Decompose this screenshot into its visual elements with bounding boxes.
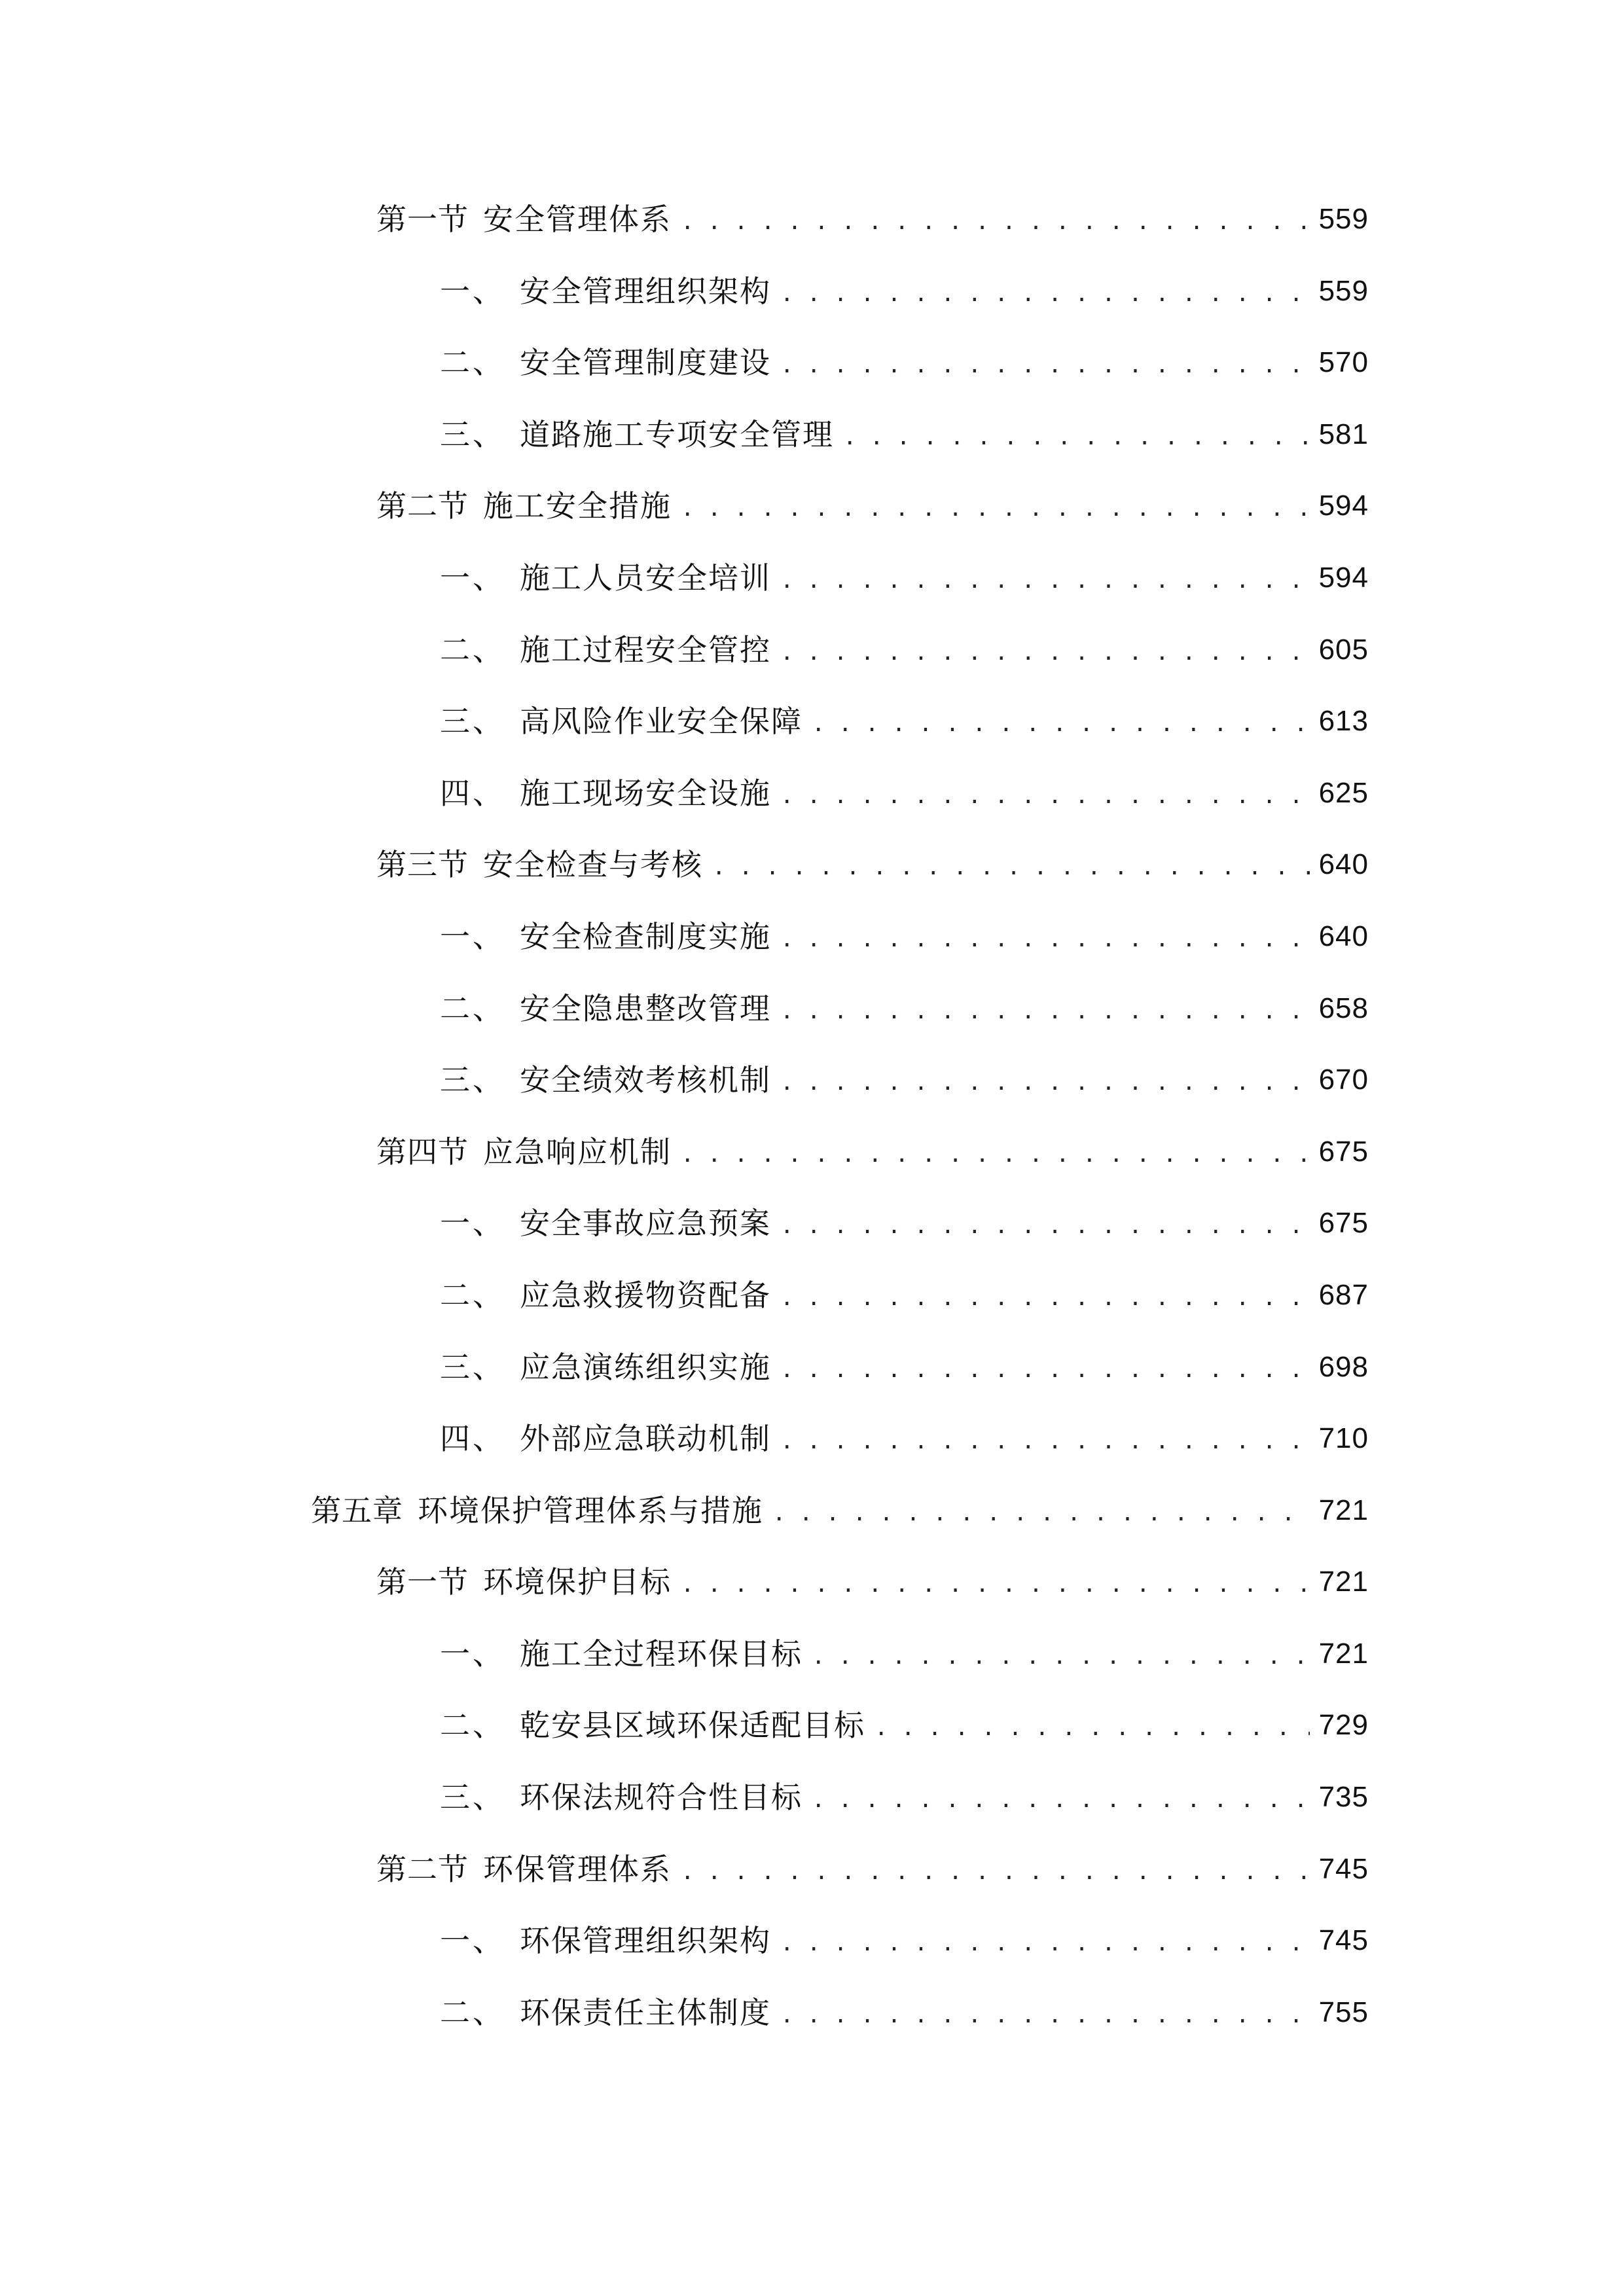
toc-dot-leader bbox=[772, 1502, 1310, 1524]
toc-entry-title: 安全检查制度实施 bbox=[520, 918, 771, 954]
toc-entry-item-11[interactable] bbox=[440, 907, 1369, 966]
toc-entry-title: 施工全过程环保目标 bbox=[520, 1636, 803, 1672]
toc-entry-section-5[interactable] bbox=[376, 476, 1369, 535]
toc-entry-number: 一、 bbox=[440, 1923, 505, 1959]
toc-entry-title: 高风险作业安全保障 bbox=[520, 704, 803, 740]
toc-entry-number: 一、 bbox=[440, 560, 505, 596]
toc-entry-item-8[interactable] bbox=[440, 692, 1369, 751]
toc-dot-leader bbox=[681, 497, 1310, 520]
toc-entry-number: 第二节 bbox=[376, 1851, 469, 1887]
toc-page-number: 581 bbox=[1318, 418, 1369, 450]
toc-entry-title: 安全管理制度建设 bbox=[520, 345, 771, 381]
toc-entry-section-24[interactable] bbox=[376, 1840, 1369, 1899]
toc-entry-number: 二、 bbox=[440, 1708, 505, 1744]
toc-row-20 bbox=[0, 1552, 1624, 1624]
toc-page-number: 605 bbox=[1318, 633, 1369, 666]
toc-row-15 bbox=[0, 1194, 1624, 1266]
toc-row-8 bbox=[0, 692, 1624, 764]
toc-page-number: 687 bbox=[1318, 1278, 1369, 1311]
toc-entry-item-15[interactable] bbox=[440, 1194, 1369, 1253]
toc-entry-title: 应急演练组织实施 bbox=[520, 1349, 771, 1385]
toc-entry-title: 乾安县区域环保适配目标 bbox=[520, 1708, 865, 1744]
toc-entry-title: 安全事故应急预案 bbox=[520, 1206, 771, 1242]
toc-entry-number: 一、 bbox=[440, 1206, 505, 1242]
toc-row-17 bbox=[0, 1338, 1624, 1410]
toc-entry-item-18[interactable] bbox=[440, 1409, 1369, 1468]
toc-page-number: 559 bbox=[1318, 274, 1369, 307]
toc-entry-number: 第一节 bbox=[376, 1564, 469, 1600]
toc-row-5 bbox=[0, 476, 1624, 548]
toc-dot-leader bbox=[875, 1717, 1310, 1739]
toc-dot-leader bbox=[780, 2004, 1310, 2026]
toc-entry-title: 环保法规符合性目标 bbox=[520, 1780, 803, 1816]
toc-entry-number: 二、 bbox=[440, 1277, 505, 1313]
toc-page-number: 721 bbox=[1318, 1637, 1369, 1670]
toc-entry-title: 安全管理组织架构 bbox=[520, 273, 771, 309]
toc-entry-title: 施工人员安全培训 bbox=[520, 560, 771, 596]
toc-entry-title: 安全检查与考核 bbox=[483, 847, 703, 883]
toc-dot-leader bbox=[780, 1000, 1310, 1022]
toc-entry-number: 三、 bbox=[440, 1062, 505, 1098]
toc-entry-title: 安全绩效考核机制 bbox=[520, 1062, 771, 1098]
toc-entry-number: 二、 bbox=[440, 990, 505, 1026]
toc-page-number: 675 bbox=[1318, 1207, 1369, 1240]
toc-entry-number: 三、 bbox=[440, 1780, 505, 1816]
toc-page-number: 640 bbox=[1318, 920, 1369, 952]
toc-entry-number: 四、 bbox=[440, 775, 505, 811]
toc-entry-number: 第四节 bbox=[376, 1134, 469, 1170]
toc-page-number: 559 bbox=[1318, 203, 1369, 235]
toc-row-19 bbox=[0, 1481, 1624, 1553]
toc-row-1 bbox=[0, 190, 1624, 262]
toc-entry-item-3[interactable] bbox=[440, 333, 1369, 392]
toc-entry-title: 环保管理组织架构 bbox=[520, 1923, 771, 1959]
toc-entry-item-22[interactable] bbox=[440, 1696, 1369, 1755]
toc-entry-number: 二、 bbox=[440, 632, 505, 668]
toc-page-number: 745 bbox=[1318, 1852, 1369, 1885]
toc-page-number: 735 bbox=[1318, 1781, 1369, 1814]
toc-row-12 bbox=[0, 979, 1624, 1051]
toc-dot-leader bbox=[843, 426, 1310, 448]
toc-dot-leader bbox=[681, 211, 1310, 233]
toc-entry-item-4[interactable] bbox=[440, 405, 1369, 464]
toc-entry-title: 施工安全措施 bbox=[483, 488, 672, 524]
toc-page-number: 745 bbox=[1318, 1924, 1369, 1957]
toc-dot-leader bbox=[780, 1287, 1310, 1309]
toc-entry-title: 安全隐患整改管理 bbox=[520, 990, 771, 1026]
toc-row-10 bbox=[0, 835, 1624, 907]
toc-row-22 bbox=[0, 1696, 1624, 1768]
toc-page-number: 729 bbox=[1318, 1709, 1369, 1742]
toc-dot-leader bbox=[780, 1359, 1310, 1381]
toc-entry-item-26[interactable] bbox=[440, 1983, 1369, 2042]
toc-page-number: 721 bbox=[1318, 1566, 1369, 1598]
toc-dot-leader bbox=[812, 713, 1310, 735]
toc-entry-number: 一、 bbox=[440, 1636, 505, 1672]
toc-row-26 bbox=[0, 1983, 1624, 2055]
toc-entry-item-7[interactable] bbox=[440, 620, 1369, 679]
toc-entry-section-10[interactable] bbox=[376, 835, 1369, 894]
toc-page-number: 658 bbox=[1318, 992, 1369, 1024]
toc-page-number: 570 bbox=[1318, 346, 1369, 379]
toc-row-11 bbox=[0, 907, 1624, 979]
table-of-contents bbox=[0, 190, 1624, 2054]
toc-entry-title: 应急救援物资配备 bbox=[520, 1277, 771, 1313]
toc-row-23 bbox=[0, 1768, 1624, 1840]
toc-entry-number: 三、 bbox=[440, 704, 505, 740]
toc-row-18 bbox=[0, 1409, 1624, 1481]
toc-dot-leader bbox=[780, 1071, 1310, 1094]
toc-entry-number: 三、 bbox=[440, 1349, 505, 1385]
toc-entry-title: 环保责任主体制度 bbox=[520, 1994, 771, 2030]
toc-row-13 bbox=[0, 1050, 1624, 1122]
toc-dot-leader bbox=[780, 569, 1310, 592]
toc-dot-leader bbox=[780, 283, 1310, 305]
toc-entry-section-14[interactable] bbox=[376, 1122, 1369, 1181]
toc-page-number: 625 bbox=[1318, 776, 1369, 809]
toc-page-number: 698 bbox=[1318, 1350, 1369, 1383]
toc-row-16 bbox=[0, 1266, 1624, 1338]
toc-entry-title: 施工现场安全设施 bbox=[520, 775, 771, 811]
toc-entry-item-21[interactable] bbox=[440, 1624, 1369, 1683]
toc-entry-number: 第五章 bbox=[311, 1492, 403, 1528]
toc-row-4 bbox=[0, 405, 1624, 477]
toc-dot-leader bbox=[780, 1430, 1310, 1452]
toc-dot-leader bbox=[681, 1861, 1310, 1883]
toc-entry-item-2[interactable] bbox=[440, 262, 1369, 321]
toc-entry-item-12[interactable] bbox=[440, 979, 1369, 1038]
toc-row-7 bbox=[0, 620, 1624, 692]
toc-entry-item-25[interactable] bbox=[440, 1911, 1369, 1970]
toc-entry-item-6[interactable] bbox=[440, 548, 1369, 607]
toc-entry-title: 环境保护管理体系与措施 bbox=[418, 1492, 763, 1528]
toc-dot-leader bbox=[812, 1789, 1310, 1811]
toc-entry-item-23[interactable] bbox=[440, 1768, 1369, 1827]
toc-entry-title: 施工过程安全管控 bbox=[520, 632, 771, 668]
toc-row-6 bbox=[0, 548, 1624, 620]
toc-entry-item-17[interactable] bbox=[440, 1338, 1369, 1397]
toc-entry-title: 应急响应机制 bbox=[483, 1134, 672, 1170]
toc-entry-number: 二、 bbox=[440, 345, 505, 381]
toc-entry-item-16[interactable] bbox=[440, 1266, 1369, 1325]
toc-dot-leader bbox=[780, 641, 1310, 664]
toc-dot-leader bbox=[681, 1143, 1310, 1166]
toc-entry-number: 一、 bbox=[440, 273, 505, 309]
toc-entry-number: 四、 bbox=[440, 1421, 505, 1457]
toc-row-14 bbox=[0, 1122, 1624, 1194]
toc-dot-leader bbox=[780, 785, 1310, 807]
toc-entry-title: 外部应急联动机制 bbox=[520, 1421, 771, 1457]
toc-page-number: 594 bbox=[1318, 490, 1369, 522]
toc-page-number: 594 bbox=[1318, 561, 1369, 594]
toc-dot-leader bbox=[780, 354, 1310, 376]
toc-dot-leader bbox=[712, 856, 1310, 878]
toc-row-3 bbox=[0, 333, 1624, 405]
toc-dot-leader bbox=[780, 1215, 1310, 1237]
toc-entry-number: 三、 bbox=[440, 416, 505, 452]
toc-entry-number: 二、 bbox=[440, 1994, 505, 2030]
toc-entry-chapter-19[interactable] bbox=[311, 1481, 1369, 1540]
toc-dot-leader bbox=[812, 1645, 1310, 1668]
toc-row-24 bbox=[0, 1840, 1624, 1912]
toc-entry-number: 第一节 bbox=[376, 202, 469, 237]
toc-entry-item-9[interactable] bbox=[440, 764, 1369, 823]
toc-entry-section-20[interactable] bbox=[376, 1552, 1369, 1611]
toc-entry-title: 环保管理体系 bbox=[483, 1851, 672, 1887]
toc-entry-title: 环境保护目标 bbox=[483, 1564, 672, 1600]
toc-row-21 bbox=[0, 1624, 1624, 1696]
toc-row-9 bbox=[0, 764, 1624, 836]
toc-page-number: 710 bbox=[1318, 1422, 1369, 1455]
toc-entry-number: 一、 bbox=[440, 918, 505, 954]
toc-page-number: 721 bbox=[1318, 1494, 1369, 1526]
toc-page-number: 670 bbox=[1318, 1064, 1369, 1096]
toc-entry-title: 道路施工专项安全管理 bbox=[520, 416, 834, 452]
toc-dot-leader bbox=[681, 1573, 1310, 1596]
toc-row-2 bbox=[0, 262, 1624, 334]
toc-dot-leader bbox=[780, 1932, 1310, 1954]
toc-entry-number: 第三节 bbox=[376, 847, 469, 883]
toc-entry-item-13[interactable] bbox=[440, 1050, 1369, 1109]
toc-page-number: 755 bbox=[1318, 1996, 1369, 2028]
toc-entry-section-1[interactable] bbox=[376, 190, 1369, 249]
toc-dot-leader bbox=[780, 928, 1310, 950]
toc-entry-title: 安全管理体系 bbox=[483, 202, 672, 237]
toc-row-25 bbox=[0, 1911, 1624, 1983]
toc-page-number: 675 bbox=[1318, 1135, 1369, 1168]
toc-page-number: 640 bbox=[1318, 848, 1369, 881]
toc-entry-number: 第二节 bbox=[376, 488, 469, 524]
toc-page-number: 613 bbox=[1318, 705, 1369, 738]
